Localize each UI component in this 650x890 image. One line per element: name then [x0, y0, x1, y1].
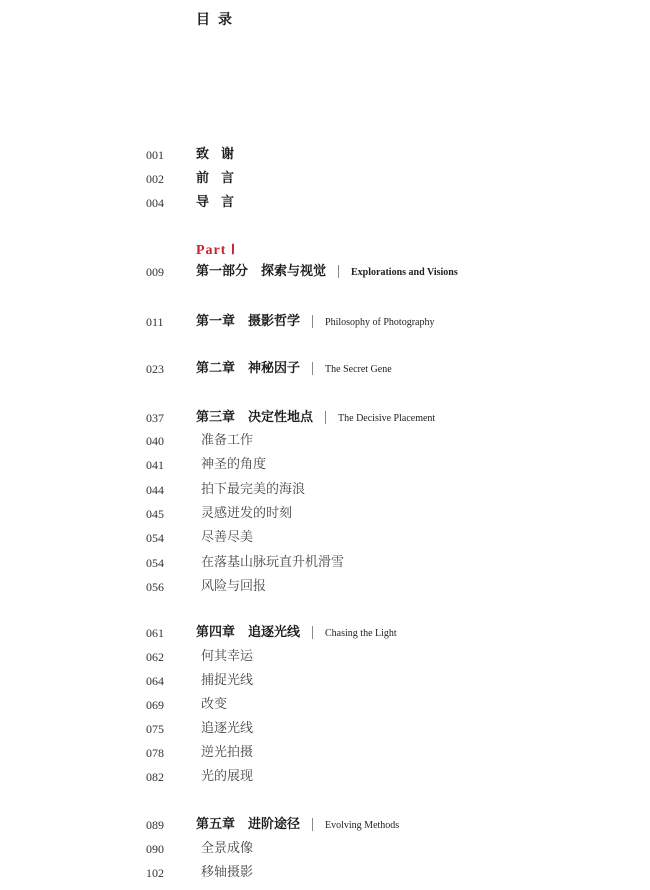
toc-title-text: 追逐光线 [201, 721, 254, 736]
toc-title [196, 169, 246, 189]
toc-page-number: 082 [146, 770, 164, 784]
toc-title [201, 767, 253, 787]
toc-title [201, 455, 266, 475]
toc-english-title: Evolving Methods [325, 820, 400, 831]
toc-page-number: 054 [146, 531, 164, 545]
toc-title [201, 431, 253, 451]
toc-page-number: 009 [146, 265, 164, 279]
toc-title-text: 导言 [196, 195, 247, 210]
toc-title [201, 528, 253, 548]
toc-title-text: 光的展现 [201, 769, 254, 784]
toc-page-number: 054 [146, 556, 164, 570]
toc-title [196, 815, 399, 836]
toc-page-number: 011 [146, 315, 164, 329]
toc-title [201, 839, 253, 859]
toc-title-text: 致谢 [196, 147, 247, 162]
toc-title [196, 623, 397, 644]
toc-title [201, 647, 253, 667]
title-separator [338, 265, 339, 278]
toc-title-text: 神圣的角度 [201, 457, 267, 472]
toc-title-text: 灵感迸发的时刻 [201, 506, 293, 521]
toc-title [196, 359, 392, 380]
toc-title-text: 在落基山脉玩直升机滑雪 [201, 555, 345, 570]
toc-title-text: 逆光拍摄 [201, 745, 254, 760]
toc-title-text: 风险与回报 [201, 579, 267, 594]
toc-title-text: 第四章 追逐光线 [196, 625, 301, 640]
toc-english-title: Philosophy of Photography [325, 317, 435, 328]
toc-page-number: 041 [146, 458, 164, 472]
toc-title [196, 193, 246, 213]
toc-title [201, 671, 253, 691]
toc-page-number: 040 [146, 434, 164, 448]
toc-page-number: 061 [146, 626, 164, 640]
toc-page-number: 064 [146, 674, 164, 688]
toc-page-number: 056 [146, 580, 164, 594]
toc-page-number: 089 [146, 818, 164, 832]
title-separator [312, 315, 313, 328]
toc-title-text: 捕捉光线 [201, 673, 254, 688]
toc-title-text: 第五章 进阶途径 [196, 817, 301, 832]
toc-english-title: The Secret Gene [325, 364, 392, 375]
toc-title-text: 何其幸运 [201, 649, 254, 664]
toc-page-number: 004 [146, 196, 164, 210]
title-separator [325, 411, 326, 424]
toc-page-number: 102 [146, 866, 164, 880]
toc-page-number: 075 [146, 722, 164, 736]
title-separator [312, 818, 313, 831]
toc-title-text: 第一部分 探索与视觉 [196, 264, 327, 279]
toc-title-text: 改变 [201, 697, 228, 712]
toc-page-number: 023 [146, 362, 164, 376]
toc-title [196, 145, 246, 165]
toc-page-number: 037 [146, 411, 164, 425]
toc-title [196, 312, 434, 333]
toc-page-number: 001 [146, 148, 164, 162]
toc-page-number: 044 [146, 483, 164, 497]
toc-title-text: 尽善尽美 [201, 530, 254, 545]
toc-title-text: 第一章 摄影哲学 [196, 314, 301, 329]
toc-title-text: 第三章 决定性地点 [196, 410, 314, 425]
part-label: Part Ⅰ [196, 243, 237, 258]
toc-title [201, 553, 344, 573]
toc-english-title: Chasing the Light [325, 628, 397, 639]
page-title: 目录 [196, 12, 240, 28]
toc-title-text: 前言 [196, 171, 247, 186]
title-separator [312, 362, 313, 375]
toc-page-number: 090 [146, 842, 164, 856]
toc-title-text: 第二章 神秘因子 [196, 361, 301, 376]
toc-page-number: 069 [146, 698, 164, 712]
toc-title [196, 262, 458, 283]
toc-page-number: 045 [146, 507, 164, 521]
toc-title [201, 719, 253, 739]
toc-title [201, 863, 253, 883]
toc-title-text: 全景成像 [201, 841, 254, 856]
toc-title-text: 拍下最完美的海浪 [201, 482, 306, 497]
toc-page-number: 062 [146, 650, 164, 664]
toc-title [196, 408, 435, 429]
toc-title-text: 准备工作 [201, 433, 254, 448]
toc-title [201, 743, 253, 763]
toc-page-number: 078 [146, 746, 164, 760]
toc-english-title: The Decisive Placement [338, 413, 436, 424]
toc-title [201, 504, 292, 524]
toc-title [201, 577, 266, 597]
toc-title [201, 695, 227, 715]
toc-title-text: 移轴摄影 [201, 865, 254, 880]
toc-page-number: 002 [146, 172, 164, 186]
toc-english-title: Explorations and Visions [351, 267, 458, 278]
title-separator [312, 626, 313, 639]
toc-title [201, 480, 305, 500]
